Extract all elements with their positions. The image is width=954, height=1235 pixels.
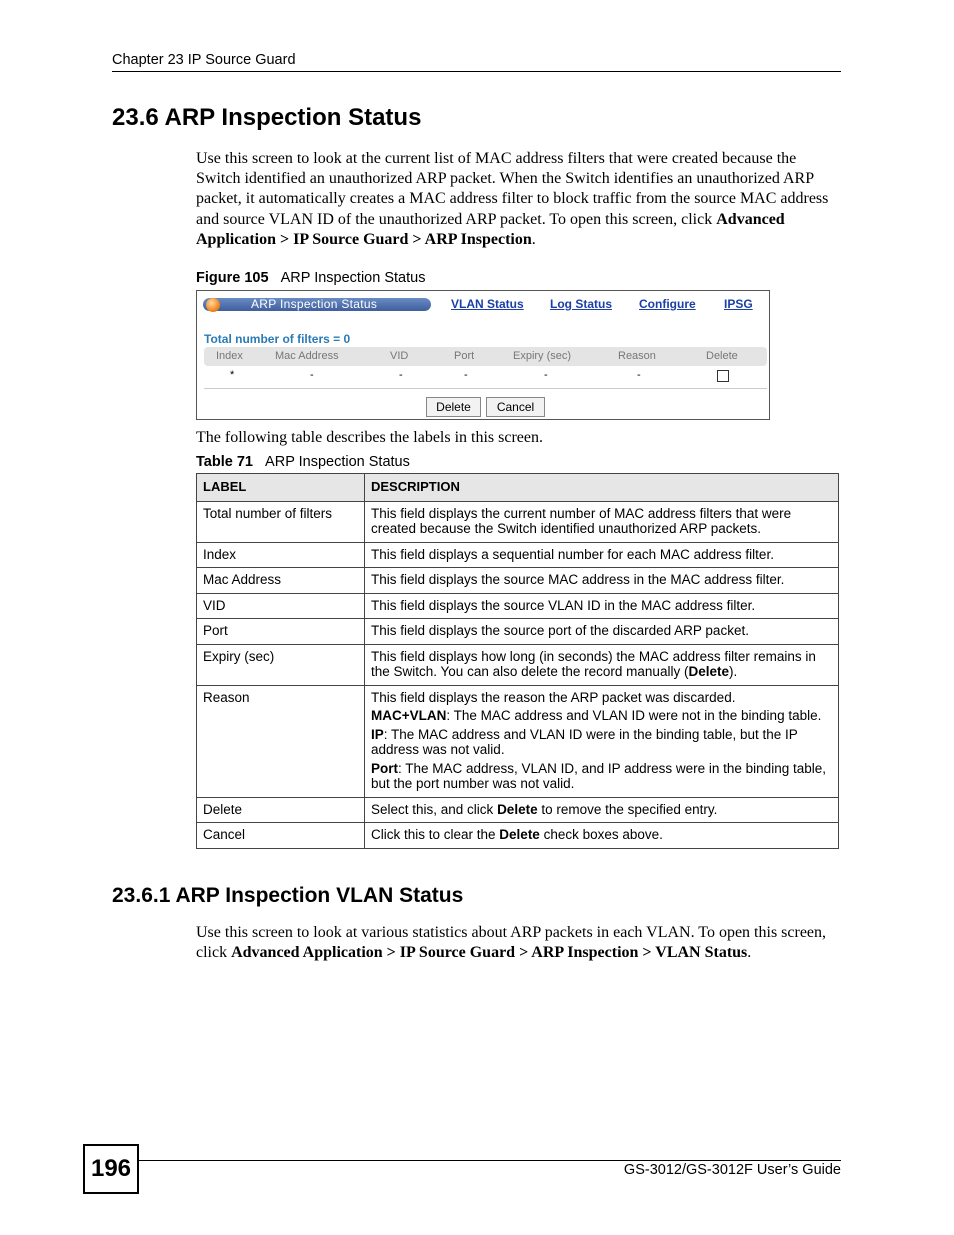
row-description (365, 797, 839, 823)
col-expiry: Expiry (sec) (513, 350, 572, 362)
desc-text-end: ). (728, 664, 738, 679)
link-log-status[interactable]: Log Status (550, 297, 612, 311)
cell-port: - (464, 369, 468, 381)
desc-bold: Delete (497, 801, 538, 817)
table-row (197, 593, 839, 619)
figure-caption-text: ARP Inspection Status (280, 270, 426, 286)
col-port: Port (454, 350, 475, 362)
link-configure[interactable]: Configure (639, 297, 696, 311)
row-description: This field displays a sequential number for each MAC address filter. (365, 542, 839, 568)
chapter-header: Chapter 23 IP Source Guard (112, 52, 296, 68)
link-ipsg[interactable]: IPSG (724, 297, 753, 311)
header-description: DESCRIPTION (365, 474, 839, 502)
row-label: VID (197, 593, 365, 619)
subsection-text (196, 923, 841, 963)
subsection-heading: 23.6.1 ARP Inspection VLAN Status (112, 884, 464, 907)
row-description (365, 644, 839, 685)
desc-text: This field displays how long (in seconds) the MAC address filter remains in the Switch. You can also delete the record manually ( (371, 648, 816, 679)
row-label: Cancel (197, 823, 365, 849)
table-caption-text: ARP Inspection Status (265, 454, 410, 470)
row-label: Index (197, 542, 365, 568)
cell-expiry: - (544, 369, 548, 381)
figure-screenshot (196, 290, 770, 420)
row-label: Mac Address (197, 568, 365, 594)
intro-menu-path: Advanced Application > IP Source Guard > ARP Inspection (196, 210, 785, 248)
footer-rule (139, 1160, 841, 1161)
delete-button[interactable]: Delete (426, 397, 481, 417)
intro-text: Use this screen to look at the current list of MAC address filters that were created because the Switch identified an unauthorized ARP packet. When the Switch identifies an unauthorized ARP packet, it automatically creates a MAC address filter to block traffic from the source MAC address and source VLAN ID of the unauthorized ARP packet. To open this screen, click (196, 150, 829, 228)
delete-checkbox[interactable] (717, 370, 729, 382)
desc-text: Click this to clear the (371, 827, 500, 842)
filter-table-row (204, 367, 767, 387)
reason-text: : The MAC address, VLAN ID, and IP address were in the binding table, but the port number was not valid. (371, 760, 826, 791)
table-row (197, 823, 839, 849)
reason-text: : The MAC address and VLAN ID were not in the binding table. (446, 708, 822, 723)
col-reason: Reason (618, 350, 656, 362)
header-rule (112, 71, 841, 72)
subsection-end: . (747, 944, 752, 962)
col-mac-address: Mac Address (275, 350, 339, 362)
cancel-button[interactable]: Cancel (486, 397, 545, 417)
table-caption (196, 454, 410, 470)
table-row (197, 797, 839, 823)
table-intro: The following table describes the labels in this screen. (196, 429, 544, 446)
row-label: Expiry (sec) (197, 644, 365, 685)
col-vid: VID (390, 350, 409, 362)
reason-mac-vlan (371, 708, 832, 724)
desc-bold: Delete (688, 664, 729, 679)
cell-index: * (230, 369, 235, 381)
col-index: Index (216, 350, 243, 362)
table-row (197, 501, 839, 542)
row-description: This field displays the current number of MAC address filters that were created because the Switch identified unauthorized ARP packets. (365, 501, 839, 542)
figure-caption-label: Figure 105 (196, 270, 269, 286)
row-label: Reason (197, 685, 365, 797)
row-separator (204, 388, 767, 389)
section-intro (196, 149, 841, 250)
reason-intro: This field displays the reason the ARP packet was discarded. (371, 689, 736, 705)
table-row (197, 568, 839, 594)
table-row (197, 644, 839, 685)
description-table (196, 473, 839, 849)
section-heading: 23.6 ARP Inspection Status (112, 104, 422, 131)
row-description: This field displays the source VLAN ID in the MAC address filter. (365, 593, 839, 619)
total-filters: Total number of filters = 0 (204, 332, 351, 346)
figure-caption (196, 270, 425, 286)
row-description: This field displays the source port of the discarded ARP packet. (365, 619, 839, 645)
desc-bold: Delete (499, 827, 540, 842)
desc-text-end: check boxes above. (539, 827, 663, 842)
row-label: Port (197, 619, 365, 645)
table-row (197, 619, 839, 645)
reason-term: MAC+VLAN (371, 708, 447, 723)
table-caption-label: Table 71 (196, 454, 253, 470)
reason-ip (371, 727, 832, 758)
cell-mac-address: - (310, 369, 314, 381)
cell-reason: - (637, 369, 641, 381)
footer-guide-title: GS-3012/GS-3012F User’s Guide (623, 1162, 841, 1178)
filter-table-header (204, 347, 767, 366)
screen-title-bar (203, 298, 431, 311)
row-description (365, 823, 839, 849)
table-row (197, 542, 839, 568)
desc-text: Select this, and click (371, 801, 498, 817)
subsection-menu-path: Advanced Application > IP Source Guard > ARP Inspection > VLAN Status (231, 944, 748, 962)
row-label: Delete (197, 797, 365, 823)
table-header-row (197, 474, 839, 502)
page-number: 196 (83, 1144, 139, 1194)
title-bullet-icon (206, 298, 220, 312)
link-vlan-status[interactable]: VLAN Status (451, 297, 524, 311)
row-description: This field displays the source MAC address in the MAC address filter. (365, 568, 839, 594)
table-row (197, 685, 839, 797)
reason-text: : The MAC address and VLAN ID were in the binding table, but the IP address was not valid. (371, 726, 798, 757)
desc-text-end: to remove the specified entry. (537, 801, 718, 817)
row-description (365, 685, 839, 797)
reason-term: IP (371, 726, 384, 742)
intro-end: . (531, 230, 536, 248)
row-label: Total number of filters (197, 501, 365, 542)
screen-title: ARP Inspection Status (251, 297, 378, 311)
col-delete: Delete (706, 350, 738, 362)
reason-term: Port (371, 760, 398, 776)
subsection-plain: Use this screen to look at various statistics about ARP packets in each VLAN. To open this screen, click (196, 924, 827, 962)
reason-port (371, 761, 832, 792)
cell-vid: - (399, 369, 403, 381)
header-label: LABEL (197, 474, 365, 502)
